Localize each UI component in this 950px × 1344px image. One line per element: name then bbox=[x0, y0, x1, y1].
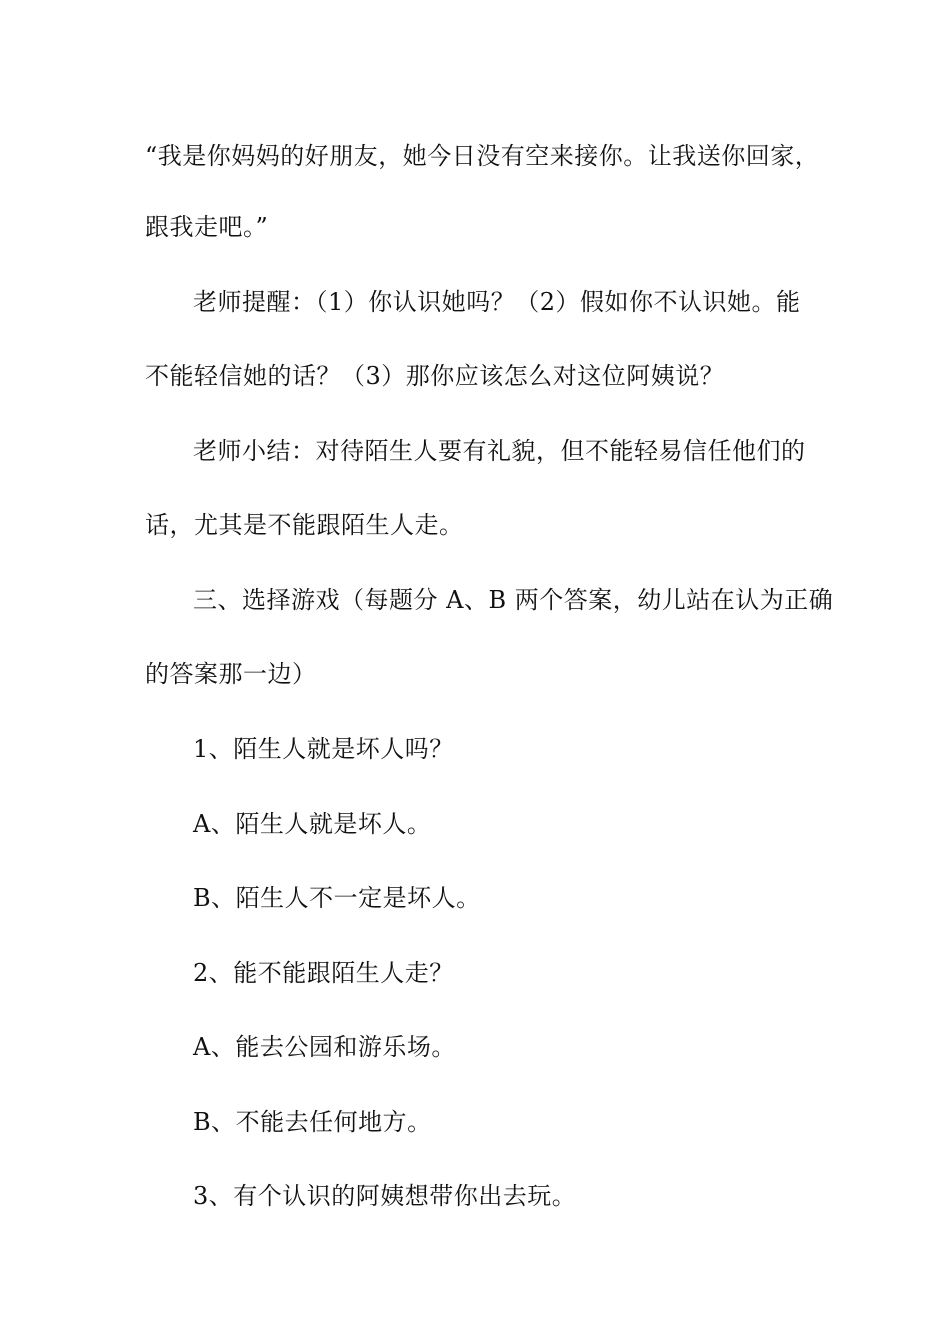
paragraph-line: 不能轻信她的话？（3）那你应该怎么对这位阿姨说？ bbox=[145, 362, 725, 390]
answer-option: B、陌生人不一定是坏人。 bbox=[193, 884, 481, 912]
question-item: 2、能不能跟陌生人走？ bbox=[193, 959, 454, 987]
question-item: 1、陌生人就是坏人吗？ bbox=[193, 735, 454, 763]
answer-option: A、能去公园和游乐场。 bbox=[193, 1033, 456, 1061]
question-item: 3、有个认识的阿姨想带你出去玩。 bbox=[193, 1182, 577, 1210]
answer-option: B、不能去任何地方。 bbox=[193, 1108, 432, 1136]
section-heading: 三、选择游戏（每题分 A、B 两个答案，幼儿站在认为正确 bbox=[193, 586, 834, 614]
answer-option: A、陌生人就是坏人。 bbox=[193, 810, 432, 838]
paragraph-line: 老师提醒：（1）你认识她吗？（2）假如你不认识她。能 bbox=[193, 288, 801, 316]
paragraph-line: 话，尤其是不能跟陌生人走。 bbox=[145, 511, 464, 539]
paragraph-line: 跟我走吧。” bbox=[145, 213, 269, 241]
paragraph-line: 的答案那一边） bbox=[145, 660, 317, 688]
paragraph-line: 老师小结：对待陌生人要有礼貌，但不能轻易信任他们的 bbox=[193, 437, 806, 465]
paragraph-line: “我是你妈妈的好朋友，她今日没有空来接你。让我送你回家， bbox=[145, 142, 820, 170]
